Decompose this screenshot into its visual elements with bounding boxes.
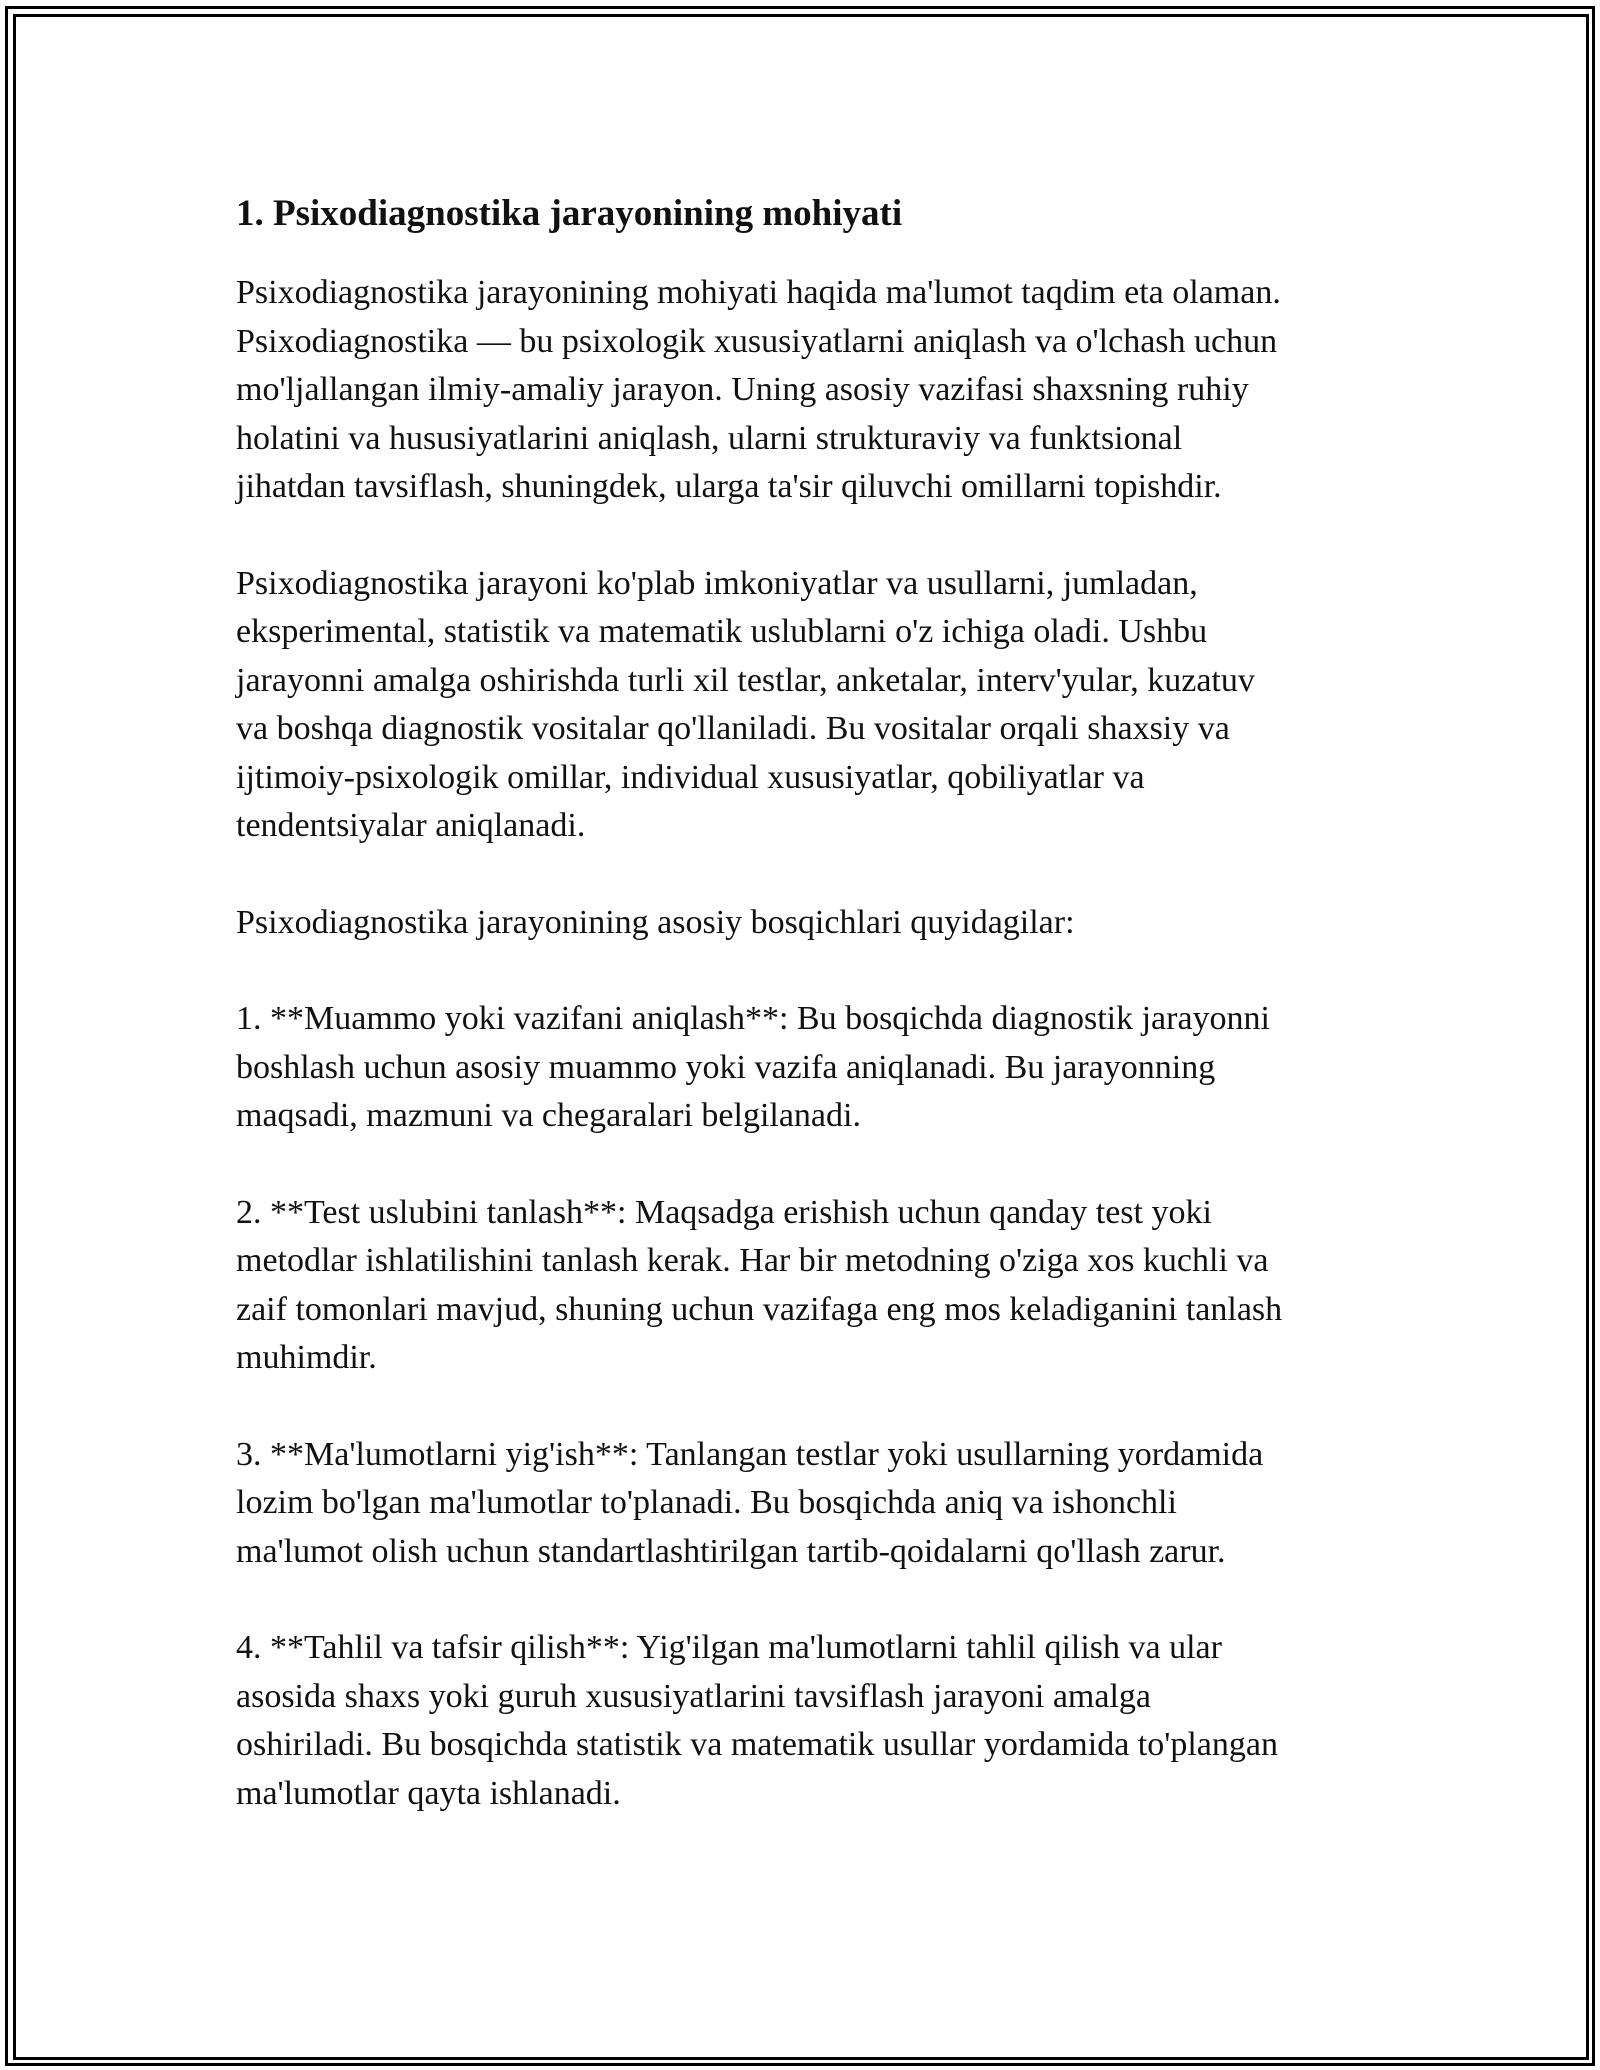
list-item-stage-3: 3. **Ma'lumotlarni yig'ish**: Tanlangan testlar yoki usullarning yordamida lozim bo'lgan ma'lumotlar to'planadi. Bu bosqichda aniq va ishonchli ma'lumot olish uchun standartlashtirilgan tartib-qoidalarni qo'llash zarur. [236, 1435, 1264, 1570]
paragraph-intro: Psixodiagnostika jarayonining mohiyati haqida ma'lumot taqdim eta olaman. Psixodiagnostika — bu psixologik xususiyatlarni aniqlash va o'lchash uchun mo'ljallangan ilmiy-amaliy jarayon. Uning asosiy vazifasi shaxsning ruhiy holatini va hususiyatlarini aniqlash, ularni strukturaviy va funktsional jihatdan tavsiflash, shuningdek, ularga ta'sir qiluvchi omillarni topishdir. [236, 274, 1281, 505]
document-body [236, 186, 1386, 1866]
paragraph-methods: Psixodiagnostika jarayoni ko'plab imkoniyatlar va usullarni, jumladan, eksperimental, statistik va matematik uslublarni o'z ichiga oladi. Ushbu jarayonni amalga oshirishda turli xil testlar, anketalar, interv'yular, kuzatuv va boshqa diagnostik vositalar qo'llaniladi. Bu vositalar orqali shaxsiy va ijtimoiy-psixologik omillar, individual xususiyatlar, qobiliyatlar va tendentsiyalar aniqlanadi. [236, 564, 1255, 844]
section-heading: 1. Psixodiagnostika jarayonining mohiyati [236, 193, 903, 234]
list-item-stage-2: 2. **Test uslubini tanlash**: Maqsadga erishish uchun qanday test yoki metodlar ishlatilishini tanlash kerak. Har bir metodning o'ziga xos kuchli va zaif tomonlari mavjud, shuning uchun vazifaga eng mos keladiganini tanlash muhimdir. [236, 1193, 1283, 1376]
paragraph-stages-intro: Psixodiagnostika jarayonining asosiy bosqichlari quyidagilar: [236, 903, 1075, 941]
list-item-stage-4: 4. **Tahlil va tafsir qilish**: Yig'ilgan ma'lumotlarni tahlil qilish va ular asosida shaxs yoki guruh xususiyatlarini tavsiflash jarayoni amalga oshiriladi. Bu bosqichda statistik va matematik usullar yordamida to'plangan ma'lumotlar qayta ishlanadi. [236, 1629, 1278, 1812]
list-item-stage-1: 1. **Muammo yoki vazifani aniqlash**: Bu bosqichda diagnostik jarayonni boshlash uchun asosiy muammo yoki vazifa aniqlanadi. Bu jarayonning maqsadi, mazmuni va chegaralari belgilanadi. [236, 1000, 1270, 1134]
